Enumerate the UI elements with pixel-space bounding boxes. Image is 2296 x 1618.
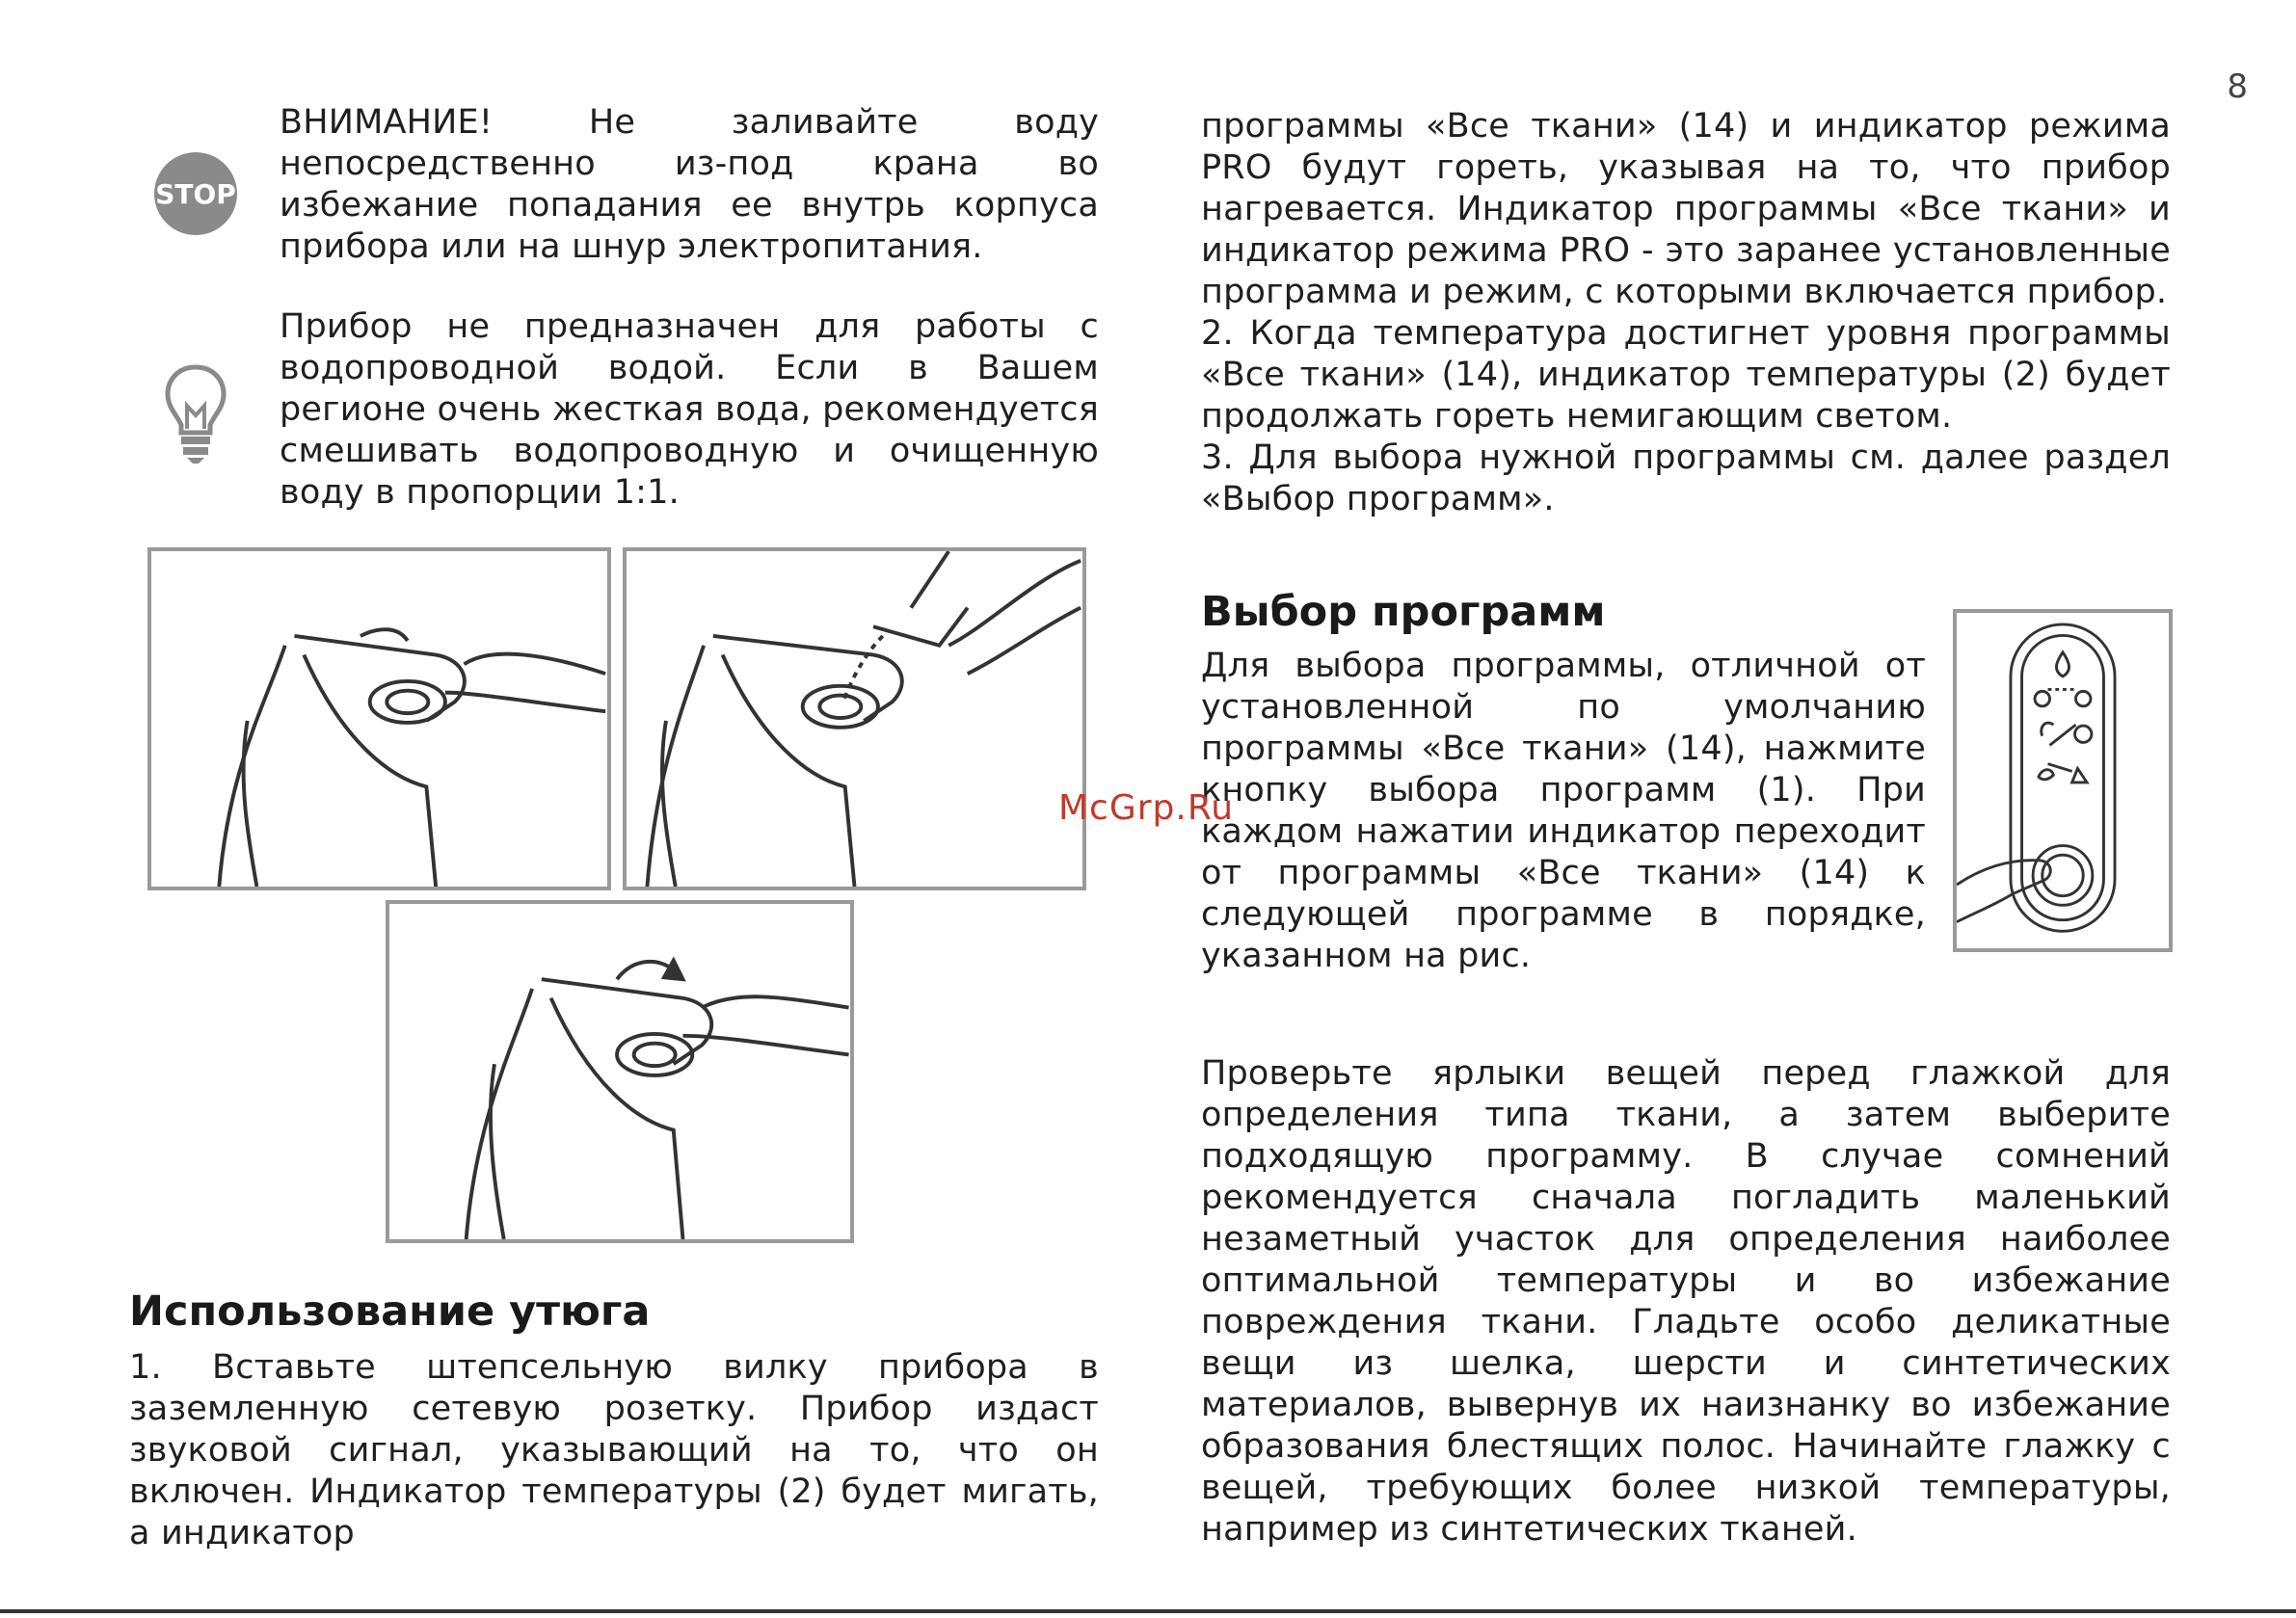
- stop-sign-label: STOP: [155, 177, 236, 210]
- labels-paragraph: Проверьте ярлыки вещей перед глажкой для определения типа ткани, а затем выберите подходящую программу. В случае сомнений рекомендуется сначала погладить маленький незаметный участок для определения наиболее оптимальной температуры и во избежание повреждения ткани. Гладьте особо деликатные вещи из шелка, шерсти и синтетических материалов, вывернув их наизнанку во избежание образования блестящих полос. Начинайте глажку с вещей, требующих более низкой температуры, например из синтетических тканей.: [1201, 1054, 2171, 1549]
- programs-heading: Выбор программ: [1201, 588, 1606, 636]
- illustration-close-cap: [386, 900, 854, 1243]
- bottom-divider: [0, 1609, 2296, 1613]
- illustration-open-cap: [147, 547, 611, 890]
- stop-sign-icon: [154, 152, 237, 235]
- step2-paragraph: 2. Когда температура достигнет уровня программы «Все ткани» (14), индикатор температуры (2) будет продолжать гореть немигающим светом.: [1201, 314, 2171, 436]
- continuation-paragraph: программы «Все ткани» (14) и индикатор режима PRO будут гореть, указывая на то, что прибор нагревается. Индикатор программы «Все ткани» и индикатор режима PRO - это заранее установленные программа и режим, с которыми включается прибор.: [1201, 107, 2171, 311]
- tip-paragraph: Прибор не предназначен для работы с водопроводной водой. Если в Вашем регионе очень жесткая вода, рекомендуется смешивать водопроводную и очищенную воду в пропорции 1:1.: [280, 307, 1099, 512]
- step3-paragraph: 3. Для выбора нужной программы см. далее раздел «Выбор программ».: [1201, 438, 2171, 518]
- illustration-control-panel: [1953, 609, 2173, 952]
- lightbulb-icon: [162, 361, 229, 467]
- usage-heading: Использование утюга: [129, 1287, 651, 1336]
- usage-paragraph: 1. Вставьте штепсельную вилку прибора в заземленную сетевую розетку. Прибор издаст звуковой сигнал, указывающий на то, что он включен. Индикатор температуры (2) будет мигать, а индикатор: [129, 1348, 1099, 1552]
- watermark: McGrp.Ru: [1058, 788, 1235, 828]
- warning-paragraph: ВНИМАНИЕ! Не заливайте воду непосредственно из-под крана во избежание попадания ее внутрь корпуса прибора или на шнур электропитания.: [280, 103, 1099, 266]
- page-number: 8: [2227, 67, 2248, 106]
- programs-paragraph: Для выбора программы, отличной от установленной по умолчанию программы «Все ткани» (14), нажмите кнопку выбора программ (1). При каждом нажатии индикатор переходит от программы «Все ткани» (14) к следующей программе в порядке, указанном на рис.: [1201, 647, 1926, 975]
- illustration-pouring-water: [623, 547, 1086, 890]
